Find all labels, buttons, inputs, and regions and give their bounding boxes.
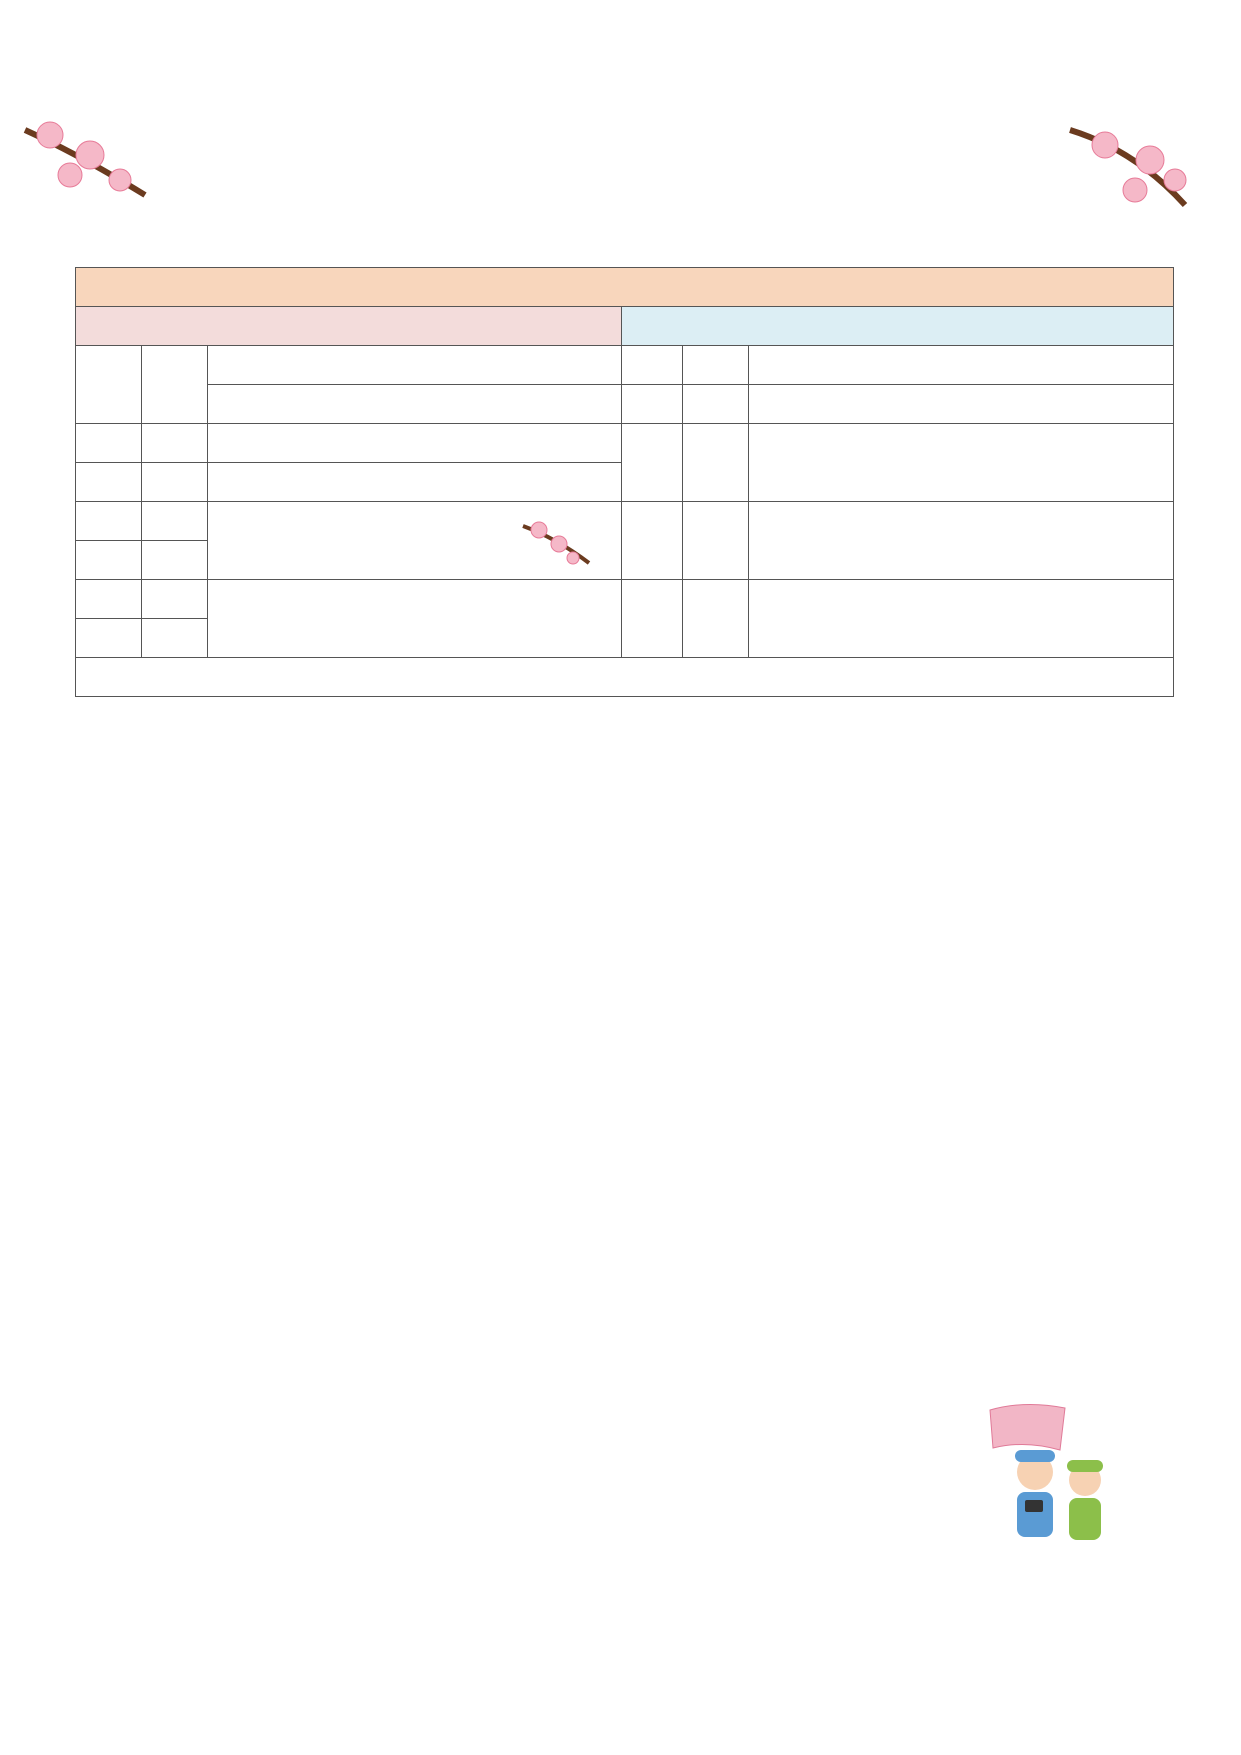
table-row bbox=[76, 580, 1174, 619]
field-event bbox=[749, 502, 1174, 580]
field-weekday bbox=[683, 424, 749, 502]
schedule-table bbox=[75, 267, 1174, 697]
field-weekday bbox=[683, 385, 749, 424]
field-event bbox=[749, 580, 1174, 658]
field-weekday bbox=[683, 502, 749, 580]
gym-day bbox=[76, 619, 142, 658]
decorative-border-top bbox=[80, 74, 1160, 118]
gym-event bbox=[207, 502, 621, 541]
gym-day bbox=[76, 580, 142, 619]
cherry-branch-icon bbox=[1065, 120, 1195, 210]
cherry-branch-icon bbox=[20, 115, 150, 205]
gym-event bbox=[207, 385, 621, 424]
field-day bbox=[621, 424, 683, 502]
gym-day bbox=[76, 346, 142, 424]
field-header bbox=[621, 307, 1174, 346]
gym-event bbox=[207, 463, 621, 502]
elderly-couple-icon bbox=[985, 1400, 1125, 1550]
gym-day bbox=[76, 463, 142, 502]
field-day bbox=[621, 580, 683, 658]
gym-day bbox=[76, 541, 142, 580]
schedule-note bbox=[76, 658, 1174, 697]
gym-event bbox=[207, 346, 621, 385]
gym-event bbox=[207, 619, 621, 658]
gym-event bbox=[207, 424, 621, 463]
field-weekday bbox=[683, 580, 749, 658]
field-event bbox=[749, 385, 1174, 424]
gym-weekday bbox=[141, 580, 207, 619]
field-event bbox=[749, 346, 1174, 385]
field-day bbox=[621, 346, 683, 385]
gym-day bbox=[76, 502, 142, 541]
gym-weekday bbox=[141, 619, 207, 658]
gym-weekday bbox=[141, 424, 207, 463]
gym-weekday bbox=[141, 502, 207, 541]
table-row bbox=[76, 502, 1174, 541]
table-row bbox=[76, 385, 1174, 424]
field-weekday bbox=[683, 346, 749, 385]
decorative-border-clover bbox=[75, 218, 1165, 258]
gym-event bbox=[207, 580, 621, 619]
field-day bbox=[621, 385, 683, 424]
field-event bbox=[749, 424, 1174, 502]
schedule-heading bbox=[76, 268, 1174, 307]
gym-day bbox=[76, 424, 142, 463]
gym-header bbox=[76, 307, 622, 346]
gym-weekday bbox=[141, 541, 207, 580]
gym-weekday bbox=[141, 346, 207, 424]
table-row bbox=[76, 424, 1174, 463]
table-row bbox=[76, 346, 1174, 385]
gym-weekday bbox=[141, 463, 207, 502]
cherry-branch-icon bbox=[521, 518, 591, 568]
field-day bbox=[621, 502, 683, 580]
